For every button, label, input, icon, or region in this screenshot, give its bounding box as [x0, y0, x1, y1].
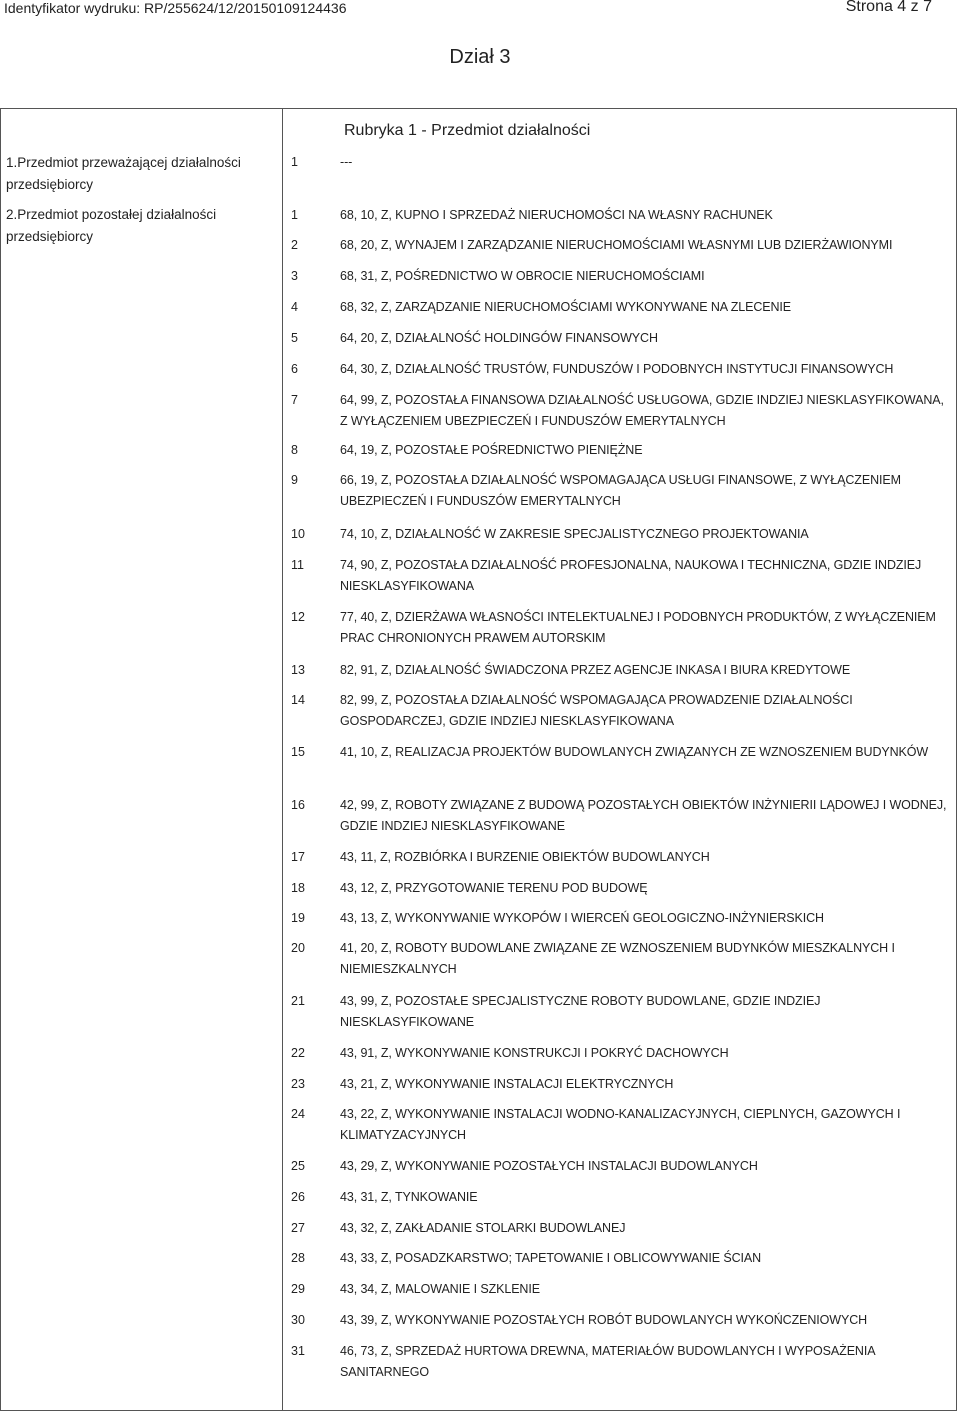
row-text: 64, 99, Z, POZOSTAŁA FINANSOWA DZIAŁALNOŚĆ USŁUGOWA, GDZIE INDZIEJ NIESKLASYFIKOWANA, Z WYŁĄCZENIEM UBEZPIECZEŃ I FUNDUSZÓW EMERYTALNYCH: [340, 393, 944, 428]
row-number: 15: [291, 745, 305, 759]
row-number: 11: [291, 558, 304, 572]
row-number: 8: [291, 443, 298, 457]
column-divider: [282, 108, 283, 1411]
row-text: 43, 21, Z, WYKONYWANIE INSTALACJI ELEKTRYCZNYCH: [340, 1077, 674, 1091]
row-number: 21: [291, 994, 305, 1008]
section-title: Dział 3: [449, 46, 511, 68]
row-text: 46, 73, Z, SPRZEDAŻ HURTOWA DREWNA, MATERIAŁÓW BUDOWLANYCH I WYPOSAŻENIA SANITARNEGO: [340, 1344, 875, 1379]
row-text: 43, 29, Z, WYKONYWANIE POZOSTAŁYCH INSTALACJI BUDOWLANYCH: [340, 1159, 758, 1173]
row-number: 3: [291, 269, 298, 283]
row-text: ---: [340, 155, 353, 169]
rubric-title: Rubryka 1 - Przedmiot działalności: [344, 122, 591, 139]
row-number: 1: [291, 155, 298, 169]
row-number: 14: [291, 693, 305, 707]
row-text: 68, 20, Z, WYNAJEM I ZARZĄDZANIE NIERUCHOMOŚCIAMI WŁASNYMI LUB DZIERŻAWIONYMI: [340, 238, 893, 252]
print-identifier: Identyfikator wydruku: RP/255624/12/20150109124436: [4, 0, 347, 16]
main-activity-label: 1.Przedmiot przeważającej działalności przedsiębiorcy: [6, 155, 241, 192]
row-number: 29: [291, 1282, 305, 1296]
row-text: 68, 32, Z, ZARZĄDZANIE NIERUCHOMOŚCIAMI WYKONYWANE NA ZLECENIE: [340, 300, 792, 314]
row-number: 13: [291, 663, 305, 677]
row-text: 43, 34, Z, MALOWANIE I SZKLENIE: [340, 1282, 540, 1296]
row-text: 43, 12, Z, PRZYGOTOWANIE TERENU POD BUDOWĘ: [340, 881, 648, 895]
row-number: 26: [291, 1190, 305, 1204]
row-number: 19: [291, 911, 305, 925]
row-text: 64, 20, Z, DZIAŁALNOŚĆ HOLDINGÓW FINANSOWYCH: [340, 331, 658, 345]
row-text: 43, 11, Z, ROZBIÓRKA I BURZENIE OBIEKTÓW BUDOWLANYCH: [340, 850, 710, 864]
row-number: 30: [291, 1313, 305, 1327]
row-number: 25: [291, 1159, 305, 1173]
row-number: 20: [291, 941, 305, 955]
row-number: 4: [291, 300, 298, 314]
row-number: 16: [291, 798, 305, 812]
row-number: 10: [291, 527, 305, 541]
row-number: 23: [291, 1077, 305, 1091]
row-text: 43, 33, Z, POSADZKARSTWO; TAPETOWANIE I OBLICOWYWANIE ŚCIAN: [340, 1251, 762, 1265]
row-number: 6: [291, 362, 298, 376]
row-number: 7: [291, 393, 298, 407]
row-number: 9: [291, 473, 298, 487]
row-text: 66, 19, Z, POZOSTAŁA DZIAŁALNOŚĆ WSPOMAGAJĄCA USŁUGI FINANSOWE, Z WYŁĄCZENIEM UBEZPIECZEŃ I FUNDUSZÓW EMERYTALNYCH: [340, 473, 901, 508]
row-text: 43, 99, Z, POZOSTAŁE SPECJALISTYCZNE ROBOTY BUDOWLANE, GDZIE INDZIEJ NIESKLASYFIKOWANE: [340, 994, 821, 1029]
row-text: 64, 19, Z, POZOSTAŁE POŚREDNICTWO PIENIĘŻNE: [340, 443, 643, 457]
row-number: 24: [291, 1107, 305, 1121]
row-number: 22: [291, 1046, 305, 1060]
row-number: 5: [291, 331, 298, 345]
row-text: 82, 99, Z, POZOSTAŁA DZIAŁALNOŚĆ WSPOMAGAJĄCA PROWADZENIE DZIAŁALNOŚCI GOSPODARCZEJ, GDZIE INDZIEJ NIESKLASYFIKOWANA: [340, 693, 853, 728]
row-text: 77, 40, Z, DZIERŻAWA WŁASNOŚCI INTELEKTUALNEJ I PODOBNYCH PRODUKTÓW, Z WYŁĄCZENIEM PRAC CHRONIONYCH PRAWEM AUTORSKIM: [340, 610, 936, 645]
row-number: 28: [291, 1251, 305, 1265]
row-text: 43, 13, Z, WYKONYWANIE WYKOPÓW I WIERCEŃ GEOLOGICZNO-INŻYNIERSKICH: [340, 911, 824, 925]
row-text: 74, 10, Z, DZIAŁALNOŚĆ W ZAKRESIE SPECJALISTYCZNEGO PROJEKTOWANIA: [340, 527, 809, 541]
row-text: 43, 22, Z, WYKONYWANIE INSTALACJI WODNO-KANALIZACYJNYCH, CIEPLNYCH, GAZOWYCH I KLIMATYZACYJNYCH: [340, 1107, 901, 1142]
row-number: 27: [291, 1221, 305, 1235]
row-number: 2: [291, 238, 298, 252]
row-text: 41, 10, Z, REALIZACJA PROJEKTÓW BUDOWLANYCH ZWIĄZANYCH ZE WZNOSZENIEM BUDYNKÓW: [340, 745, 929, 759]
row-number: 12: [291, 610, 305, 624]
row-text: 68, 31, Z, POŚREDNICTWO W OBROCIE NIERUCHOMOŚCIAMI: [340, 269, 705, 283]
row-text: 82, 91, Z, DZIAŁALNOŚĆ ŚWIADCZONA PRZEZ AGENCJE INKASA I BIURA KREDYTOWE: [340, 663, 851, 677]
row-text: 42, 99, Z, ROBOTY ZWIĄZANE Z BUDOWĄ POZOSTAŁYCH OBIEKTÓW INŻYNIERII LĄDOWEJ I WODNEJ, GDZIE INDZIEJ NIESKLASYFIKOWANE: [340, 798, 947, 833]
page-number: Strona 4 z 7: [845, 0, 932, 15]
row-number: 31: [291, 1344, 305, 1358]
other-activity-label: 2.Przedmiot pozostałej działalności przedsiębiorcy: [6, 207, 217, 244]
row-number: 17: [291, 850, 305, 864]
row-text: 74, 90, Z, POZOSTAŁA DZIAŁALNOŚĆ PROFESJONALNA, NAUKOWA I TECHNICZNA, GDZIE INDZIEJ NIESKLASYFIKOWANA: [340, 558, 922, 593]
row-text: 43, 31, Z, TYNKOWANIE: [340, 1190, 478, 1204]
row-text: 41, 20, Z, ROBOTY BUDOWLANE ZWIĄZANE ZE WZNOSZENIEM BUDYNKÓW MIESZKALNYCH I NIEMIESZKALNYCH: [340, 941, 895, 976]
row-text: 43, 39, Z, WYKONYWANIE POZOSTAŁYCH ROBÓT BUDOWLANYCH WYKOŃCZENIOWYCH: [340, 1313, 868, 1327]
row-number: 1: [291, 208, 298, 222]
row-text: 43, 91, Z, WYKONYWANIE KONSTRUKCJI I POKRYĆ DACHOWYCH: [340, 1046, 729, 1060]
print-header: [0, 0, 960, 16]
row-text: 64, 30, Z, DZIAŁALNOŚĆ TRUSTÓW, FUNDUSZÓW I PODOBNYCH INSTYTUCJI FINANSOWYCH: [340, 362, 894, 376]
row-number: 18: [291, 881, 305, 895]
row-text: 68, 10, Z, KUPNO I SPRZEDAŻ NIERUCHOMOŚCI NA WŁASNY RACHUNEK: [340, 208, 773, 222]
row-text: 43, 32, Z, ZAKŁADANIE STOLARKI BUDOWLANEJ: [340, 1221, 626, 1235]
